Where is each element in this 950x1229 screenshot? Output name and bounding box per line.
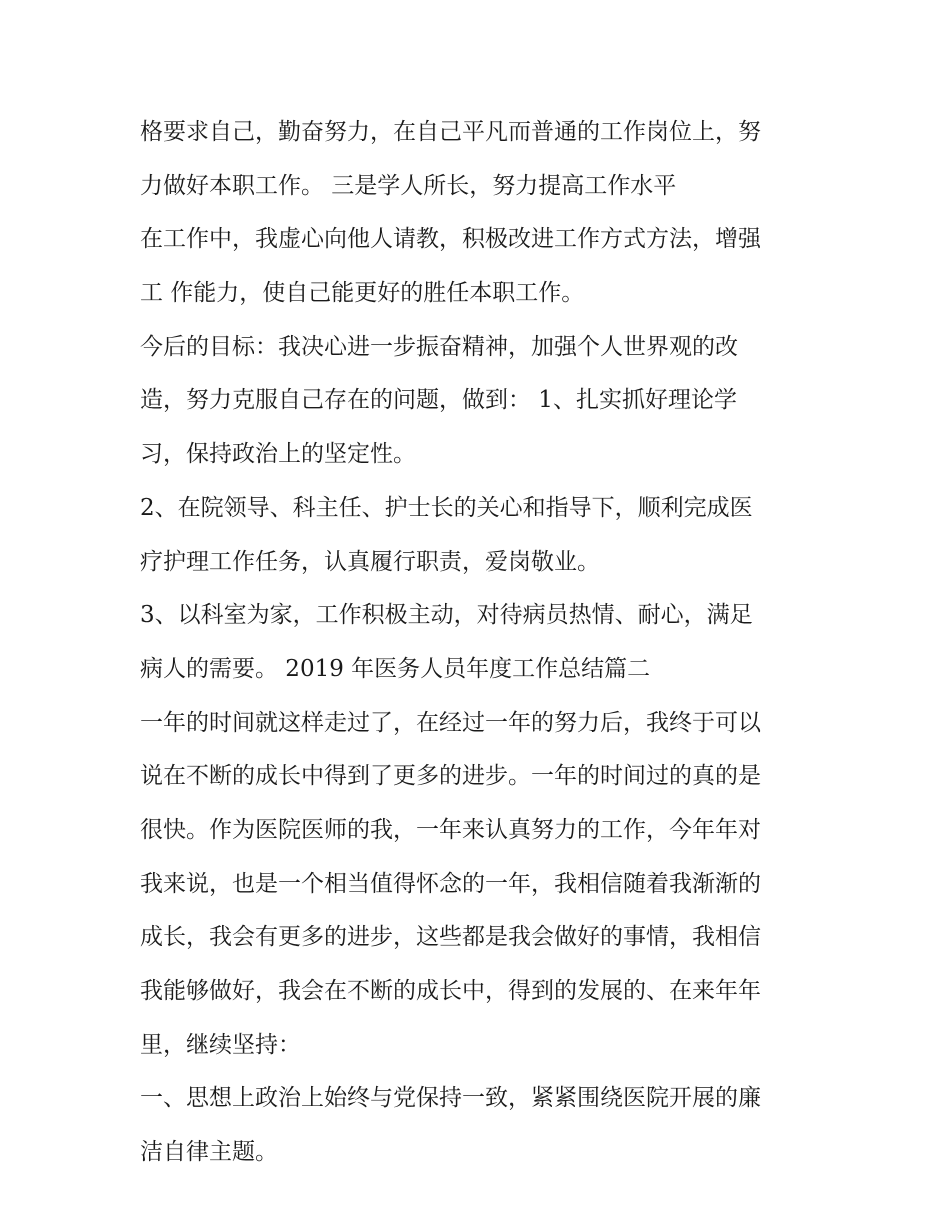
text-line: 疗护理工作任务，认真履行职责，爱岗敬业。 [140, 548, 600, 575]
text-line: 我能够做好，我会在不断的成长中，得到的发展的、在来年年 [140, 978, 761, 1004]
text-line: 我来说，也是一个相当值得怀念的一年，我相信随着我渐渐的 [140, 870, 761, 897]
text-line: 力做好本职工作。 三是学人所长，努力提高工作水平 [140, 172, 677, 199]
text-line: 洁自律主题。 [140, 1139, 278, 1166]
text-line: 造，努力克服自己存在的问题，做到： 1、扎实抓好理论学 [140, 387, 737, 414]
text-line: 一、思想上政治上始终与党保持一致，紧紧围绕医院开展的廉 [140, 1085, 761, 1112]
text-line: 习，保持政治上的坚定性。 [140, 441, 416, 468]
text-line: 在工作中，我虚心向他人请教，积极改进工作方式方法，增强 [140, 226, 761, 253]
text-line: 格要求自己，勤奋努力，在自己平凡而普通的工作岗位上，努 [140, 119, 761, 145]
text-line: 工 作能力，使自己能更好的胜任本职工作。 [140, 280, 585, 307]
text-line: 病人的需要。 2019 年医务人员年度工作总结篇二 [140, 655, 651, 682]
text-line: 2、在院领导、科主任、护士长的关心和指导下，顺利完成医 [140, 494, 753, 521]
text-line: 一年的时间就这样走过了，在经过一年的努力后，我终于可以 [140, 709, 761, 736]
text-line: 成长，我会有更多的进步，这些都是我会做好的事情，我相信 [140, 924, 761, 951]
text-line: 今后的目标：我决心进一步振奋精神，加强个人世界观的改 [140, 333, 738, 360]
text-line: 很快。作为医院医师的我，一年来认真努力的工作，今年年对 [140, 816, 761, 843]
text-line: 里，继续坚持： [140, 1031, 301, 1058]
text-line: 3、以科室为家，工作积极主动，对待病员热情、耐心，满足 [140, 602, 753, 629]
text-line: 说在不断的成长中得到了更多的进步。一年的时间过的真的是 [140, 763, 761, 790]
document-body [140, 106, 820, 1180]
